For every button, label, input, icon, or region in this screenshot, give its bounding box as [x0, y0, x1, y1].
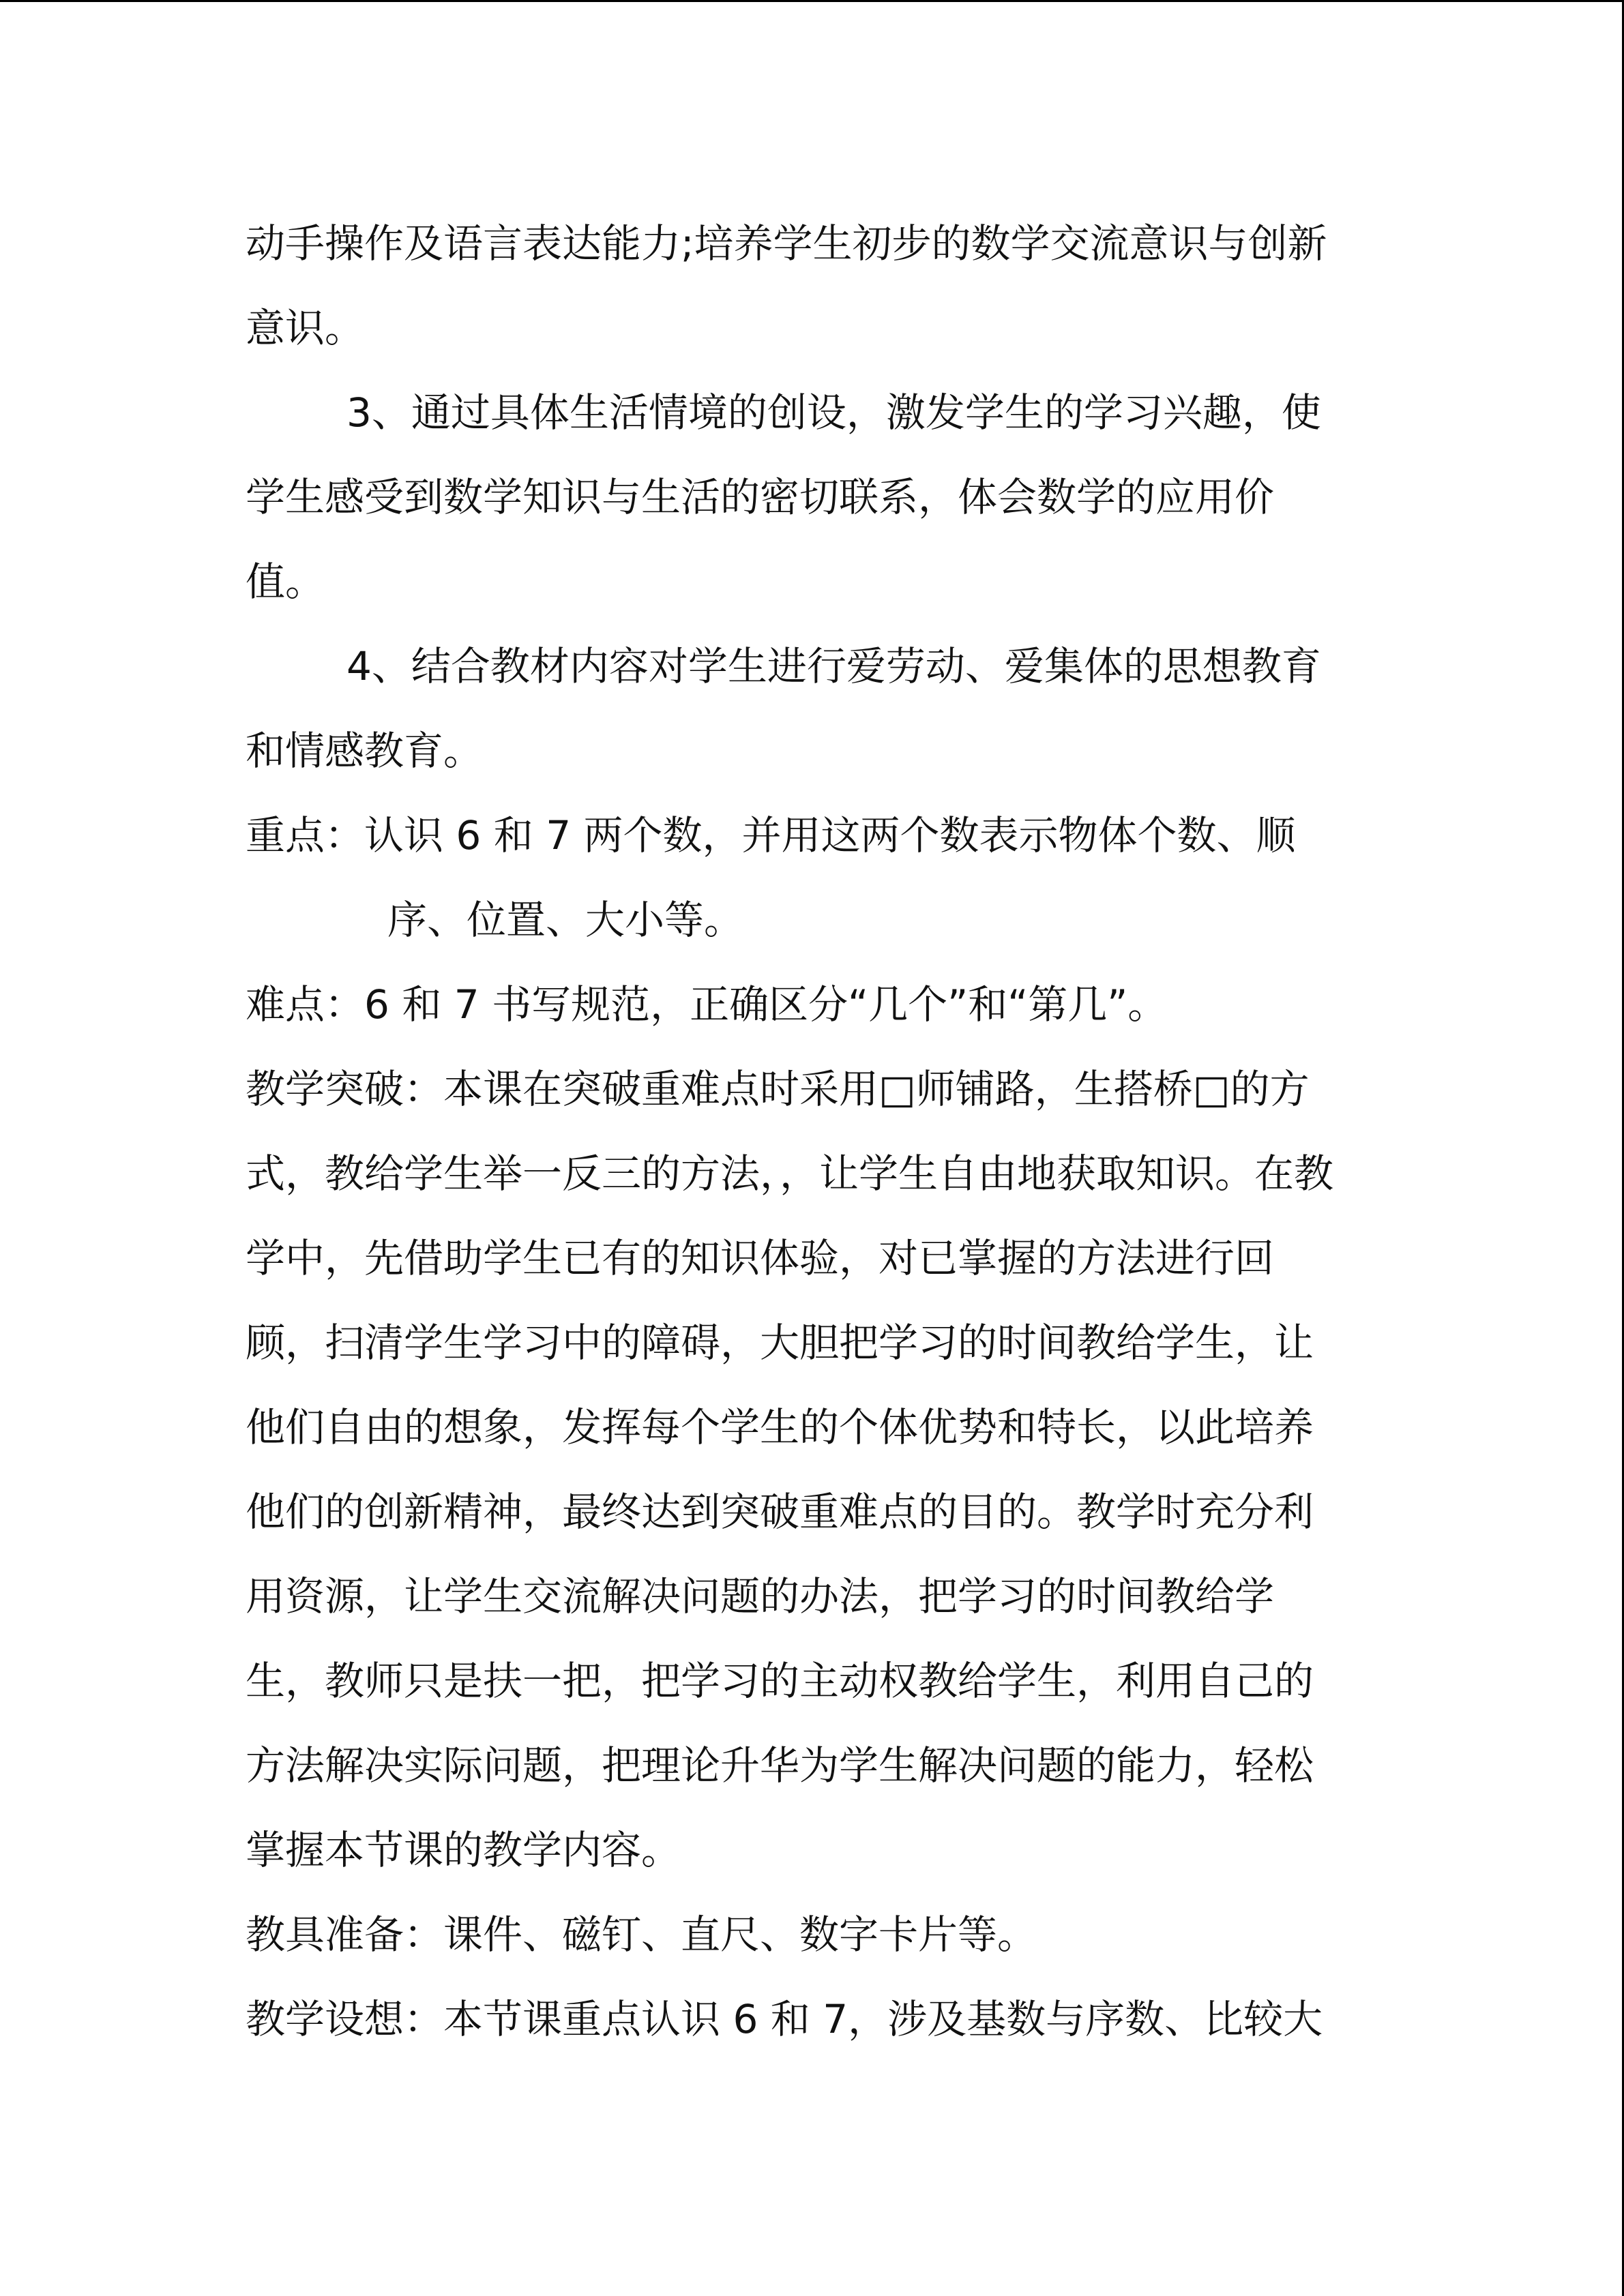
text-line: 用资源，让学生交流解决问题的办法，把学习的时间教给学 — [246, 1573, 1275, 1620]
text-line: 他们自由的想象，发挥每个学生的个体优势和特长，以此培养 — [246, 1404, 1314, 1450]
key-point-line: 重点：认识 6 和 7 两个数，并用这两个数表示物体个数、顺 — [246, 812, 1296, 859]
text-line: 学生感受到数学知识与生活的密切联系，体会数学的应用价 — [246, 474, 1275, 520]
text-line: 学中，先借助学生已有的知识体验，对已掌握的方法进行回 — [246, 1235, 1275, 1281]
text-line: 掌握本节课的教学内容。 — [246, 1827, 681, 1873]
objective-4-line: 4、结合教材内容对学生进行爱劳动、爱集体的思想教育 — [346, 643, 1321, 689]
document-page — [246, 201, 1378, 2061]
teaching-idea-line: 教学设想：本节课重点认识 6 和 7，涉及基数与序数、比较大 — [246, 1996, 1323, 2042]
text-line: 方法解决实际问题，把理论升华为学生解决问题的能力，轻松 — [246, 1742, 1314, 1789]
teaching-aids-line: 教具准备：课件、磁钉、直尺、数字卡片等。 — [246, 1911, 1037, 1958]
difficulty-line: 难点：6 和 7 书写规范，正确区分“几个”和“第几”。 — [246, 981, 1168, 1028]
key-point-continuation: 序、位置、大小等。 — [387, 897, 744, 943]
text-line: 式，教给学生举一反三的方法，，让学生自由地获取知识。在教 — [246, 1150, 1334, 1197]
text-line: 和情感教育。 — [246, 728, 484, 774]
text-line: 生，教师只是扶一把，把学习的主动权教给学生，利用自己的 — [246, 1658, 1314, 1704]
objective-3-line: 3、通过具体生活情境的创设，激发学生的学习兴趣，使 — [346, 389, 1321, 436]
text-line: 顾，扫清学生学习中的障碍，大胆把学习的时间教给学生，让 — [246, 1320, 1314, 1366]
text-line: 动手操作及语言表达能力;培养学生初步的数学交流意识与创新 — [246, 220, 1327, 267]
text-line: 意识。 — [246, 305, 365, 351]
breakthrough-line: 教学突破：本课在突破重难点时采用□师铺路，生搭桥□的方 — [246, 1066, 1310, 1112]
text-line: 他们的创新精神，最终达到突破重难点的目的。教学时充分利 — [246, 1489, 1314, 1535]
text-line: 值。 — [246, 558, 325, 605]
